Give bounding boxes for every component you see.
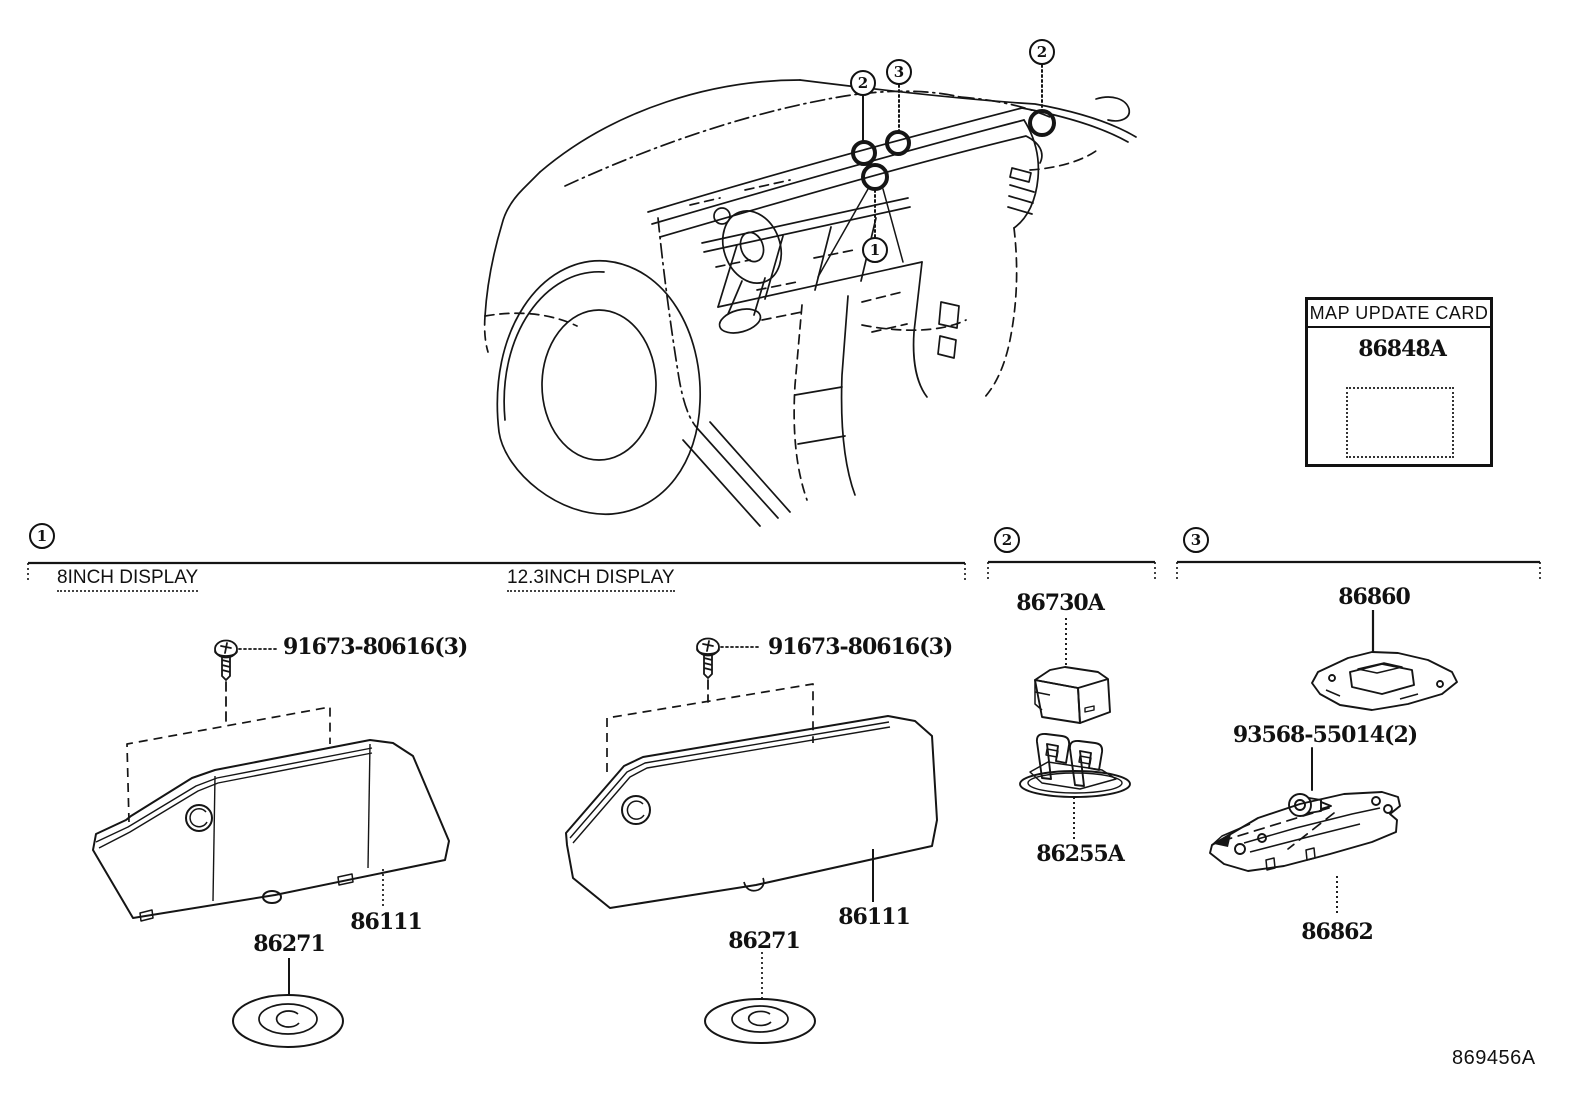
- callout-label: 3: [893, 62, 905, 81]
- display-8inch-drawing: [93, 707, 449, 1047]
- part-label-86730a: 86730A: [1016, 590, 1104, 616]
- part-label-86255a: 86255A: [1036, 841, 1124, 867]
- location-markers: [853, 111, 1054, 189]
- callout-1-dashboard: [862, 237, 888, 263]
- map-card-drawing: [1346, 387, 1454, 458]
- callout-label: 2: [1036, 42, 1048, 61]
- section-brackets: [28, 562, 1540, 581]
- part-label-screw-8inch: 91673-80616(3): [283, 634, 468, 660]
- receiver-86730a-drawing: [1035, 618, 1110, 723]
- display-12inch-drawing: [566, 684, 937, 1043]
- drawing-id: 869456A: [1452, 1047, 1536, 1069]
- section-3-badge: [1183, 527, 1209, 553]
- map-update-card-box: [1305, 297, 1493, 467]
- module-86860-drawing: [1312, 610, 1457, 710]
- callout-3-windshield: [886, 59, 912, 85]
- part-label-screw-12inch: 91673-80616(3): [768, 634, 953, 660]
- callout-2-windshield-left: [850, 70, 876, 96]
- map-update-card-title: MAP UPDATE CARD: [1308, 300, 1490, 328]
- heading-12inch-display: 12.3INCH DISPLAY: [507, 568, 675, 592]
- section-badge-label: 2: [1001, 530, 1013, 549]
- section-badge-label: 1: [36, 526, 48, 545]
- callout-label: 2: [857, 73, 869, 92]
- bracket-86862-drawing: [1210, 792, 1400, 916]
- part-label-93568: 93568-55014(2): [1232, 722, 1418, 748]
- part-label-86271-8inch: 86271: [253, 931, 325, 957]
- part-label-86111-12inch: 86111: [838, 904, 910, 930]
- section-2-badge: [994, 527, 1020, 553]
- screw-91673-12inch-drawing: [697, 639, 760, 703]
- section-badge-label: 3: [1190, 530, 1202, 549]
- bracket-86255a-drawing: [1020, 734, 1130, 840]
- car-illustration: [485, 62, 1136, 526]
- part-label-86848a: 86848A: [1358, 336, 1446, 362]
- heading-8inch-display: 8INCH DISPLAY: [57, 568, 198, 592]
- screw-91673-8inch-drawing: [215, 641, 278, 727]
- part-label-86271-12inch: 86271: [728, 928, 800, 954]
- part-label-86862: 86862: [1301, 919, 1373, 945]
- part-label-86111-8inch: 86111: [350, 909, 422, 935]
- callout-2-windshield-right: [1029, 39, 1055, 65]
- callout-label: 1: [869, 240, 881, 259]
- section-1-badge: [29, 523, 55, 549]
- part-label-86860: 86860: [1338, 584, 1410, 610]
